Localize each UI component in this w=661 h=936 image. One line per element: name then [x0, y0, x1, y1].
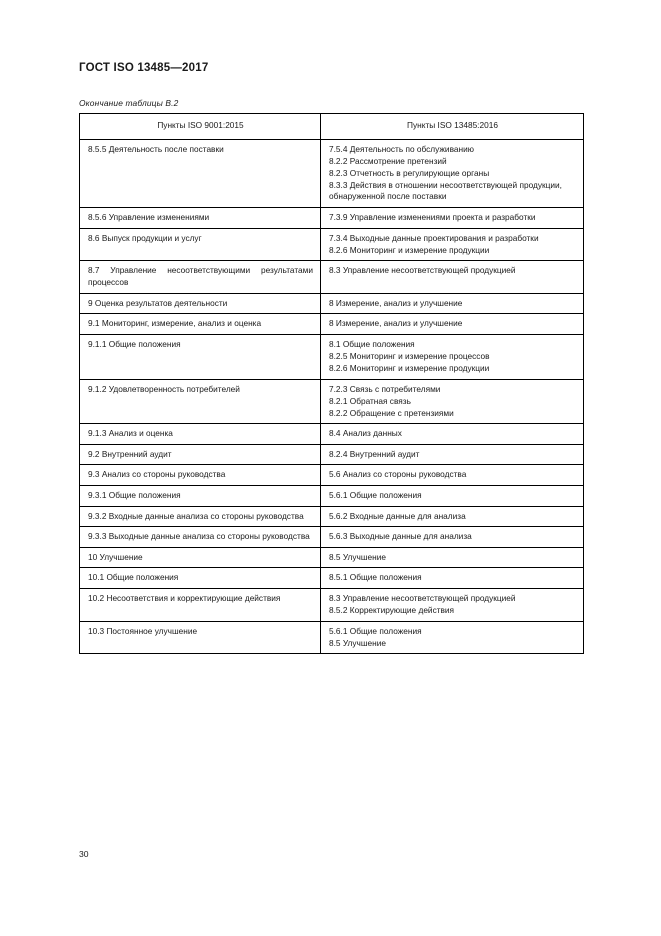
clause-text: 9 Оценка результатов деятельности [88, 297, 228, 308]
table-row [80, 506, 584, 527]
cell-iso9001-clause [80, 293, 321, 314]
clause-text: 9.1.3 Анализ и оценка [88, 428, 173, 439]
clause-line: 8.1 Общие положения [329, 338, 415, 349]
cell-iso9001-clause [80, 208, 321, 229]
cell-iso13485-clauses [321, 293, 584, 314]
clause-list [329, 572, 576, 584]
clause-list [329, 233, 576, 257]
cell-iso13485-clauses [321, 589, 584, 622]
clause-list [329, 531, 576, 543]
clause-line: 7.3.9 Управление изменениями проекта и разработки [329, 212, 536, 223]
standards-mapping-table [79, 113, 584, 654]
column-header-iso9001: Пункты ISO 9001:2015 [80, 114, 321, 140]
clause-text: 9.1 Мониторинг, измерение, анализ и оценка [88, 318, 262, 329]
clause-line: 5.6.2 Входные данные для анализа [329, 510, 466, 521]
clause-list [329, 511, 576, 523]
clause-list [329, 265, 576, 277]
cell-iso9001-clause [80, 334, 321, 379]
table-row [80, 334, 584, 379]
table-row [80, 261, 584, 293]
cell-iso9001-clause [80, 506, 321, 527]
clause-list [329, 318, 576, 330]
clause-line: 5.6.1 Общие положения [329, 490, 422, 501]
cell-iso9001-clause [80, 444, 321, 465]
clause-line: 8.4 Анализ данных [329, 428, 402, 439]
table-row [80, 621, 584, 654]
clause-text: 8.6 Выпуск продукции и услуг [88, 232, 202, 243]
clause-list [329, 384, 576, 420]
cell-iso9001-clause [80, 621, 321, 654]
cell-iso13485-clauses [321, 139, 584, 207]
cell-iso13485-clauses [321, 568, 584, 589]
clause-text: 8.5.5 Деятельность после поставки [88, 143, 224, 154]
table-row [80, 228, 584, 261]
clause-text: 9.3 Анализ со стороны руководства [88, 469, 226, 480]
clause-line: 8.5 Улучшение [329, 551, 386, 562]
clause-line: 8.2.4 Внутренний аудит [329, 448, 420, 459]
clause-text: 9.3.3 Выходные данные анализа со стороны руководства [88, 531, 310, 542]
clause-list [329, 339, 576, 375]
clause-text: 9.2 Внутренний аудит [88, 448, 172, 459]
clause-line: 8.5.2 Корректирующие действия [329, 605, 455, 616]
clause-line: 8.3 Управление несоответствующей продукцией [329, 593, 516, 604]
table-row [80, 589, 584, 622]
clause-list [329, 212, 576, 224]
clause-text: 8.5.6 Управление изменениями [88, 212, 210, 223]
clause-line: 8.2.6 Мониторинг и измерение продукции [329, 244, 490, 255]
clause-line: 8.2.3 Отчетность в регулирующие органы [329, 167, 490, 178]
table-row [80, 293, 584, 314]
clause-line: 8.2.5 Мониторинг и измерение процессов [329, 350, 490, 361]
clause-line: 5.6.3 Выходные данные для анализа [329, 531, 472, 542]
table-header-row [80, 114, 584, 140]
clause-line: 8 Измерение, анализ и улучшение [329, 318, 463, 329]
clause-text: 9.3.1 Общие положения [88, 490, 181, 501]
clause-line: 5.6.1 Общие положения [329, 625, 422, 636]
clause-line: 8.5 Улучшение [329, 637, 386, 648]
table-row [80, 314, 584, 335]
table-row [80, 486, 584, 507]
cell-iso9001-clause [80, 261, 321, 293]
table-row [80, 568, 584, 589]
clause-list [329, 552, 576, 564]
cell-iso9001-clause [80, 486, 321, 507]
clause-text: 9.1.2 Удовлетворенность потребителей [88, 383, 240, 394]
clause-text: 10.1 Общие положения [88, 572, 179, 583]
clause-list [329, 298, 576, 310]
cell-iso13485-clauses [321, 261, 584, 293]
cell-iso13485-clauses [321, 334, 584, 379]
clause-line: 8.5.1 Общие положения [329, 572, 422, 583]
cell-iso9001-clause [80, 314, 321, 335]
table-row [80, 465, 584, 486]
clause-list [329, 490, 576, 502]
clause-list [329, 469, 576, 481]
clause-line: 8.3 Управление несоответствующей продукцией [329, 265, 516, 276]
cell-iso13485-clauses [321, 208, 584, 229]
cell-iso9001-clause [80, 568, 321, 589]
clause-text: 10.3 Постоянное улучшение [88, 625, 198, 636]
clause-line: 8.2.6 Мониторинг и измерение продукции [329, 362, 490, 373]
cell-iso13485-clauses [321, 314, 584, 335]
clause-list [329, 144, 576, 203]
clause-text: 8.7 Управление несоответствующими результатами процессов [88, 265, 313, 287]
cell-iso9001-clause [80, 527, 321, 548]
clause-line: 8 Измерение, анализ и улучшение [329, 297, 463, 308]
clause-text: 10 Улучшение [88, 551, 143, 562]
clause-line: 8.3.3 Действия в отношении несоответствующей продукции, обнаруженной после поставки [329, 179, 562, 202]
cell-iso9001-clause [80, 139, 321, 207]
table-row [80, 527, 584, 548]
clause-line: 7.2.3 Связь с потребителями [329, 383, 441, 394]
clause-line: 7.3.4 Выходные данные проектирования и разработки [329, 232, 539, 243]
document-header: ГОСТ ISO 13485—2017 [79, 62, 209, 74]
clause-text: 9.1.1 Общие положения [88, 338, 181, 349]
page-number: 30 [79, 849, 89, 859]
cell-iso9001-clause [80, 379, 321, 424]
cell-iso13485-clauses [321, 379, 584, 424]
cell-iso13485-clauses [321, 228, 584, 261]
cell-iso13485-clauses [321, 486, 584, 507]
cell-iso13485-clauses [321, 424, 584, 445]
clause-list [329, 626, 576, 650]
cell-iso13485-clauses [321, 527, 584, 548]
cell-iso13485-clauses [321, 621, 584, 654]
cell-iso13485-clauses [321, 465, 584, 486]
clause-list [329, 428, 576, 440]
clause-list [329, 593, 576, 617]
clause-line: 7.5.4 Деятельность по обслуживанию [329, 143, 474, 154]
table-body [80, 139, 584, 654]
table-row [80, 424, 584, 445]
clause-line: 8.2.2 Рассмотрение претензий [329, 155, 447, 166]
cell-iso13485-clauses [321, 506, 584, 527]
cell-iso9001-clause [80, 228, 321, 261]
clause-text: 9.3.2 Входные данные анализа со стороны руководства [88, 510, 304, 521]
table-row [80, 547, 584, 568]
cell-iso9001-clause [80, 589, 321, 622]
table-row [80, 208, 584, 229]
table-row [80, 379, 584, 424]
clause-line: 5.6 Анализ со стороны руководства [329, 469, 467, 480]
clause-text: 10.2 Несоответствия и корректирующие действия [88, 593, 281, 604]
table-row [80, 139, 584, 207]
cell-iso13485-clauses [321, 444, 584, 465]
cell-iso9001-clause [80, 465, 321, 486]
clause-line: 8.2.1 Обратная связь [329, 395, 411, 406]
cell-iso9001-clause [80, 424, 321, 445]
clause-line: 8.2.2 Обращение с претензиями [329, 407, 454, 418]
cell-iso13485-clauses [321, 547, 584, 568]
table-caption: Окончание таблицы В.2 [79, 98, 179, 108]
table-row [80, 444, 584, 465]
clause-list [329, 449, 576, 461]
cell-iso9001-clause [80, 547, 321, 568]
column-header-iso13485: Пункты ISO 13485:2016 [321, 114, 584, 140]
